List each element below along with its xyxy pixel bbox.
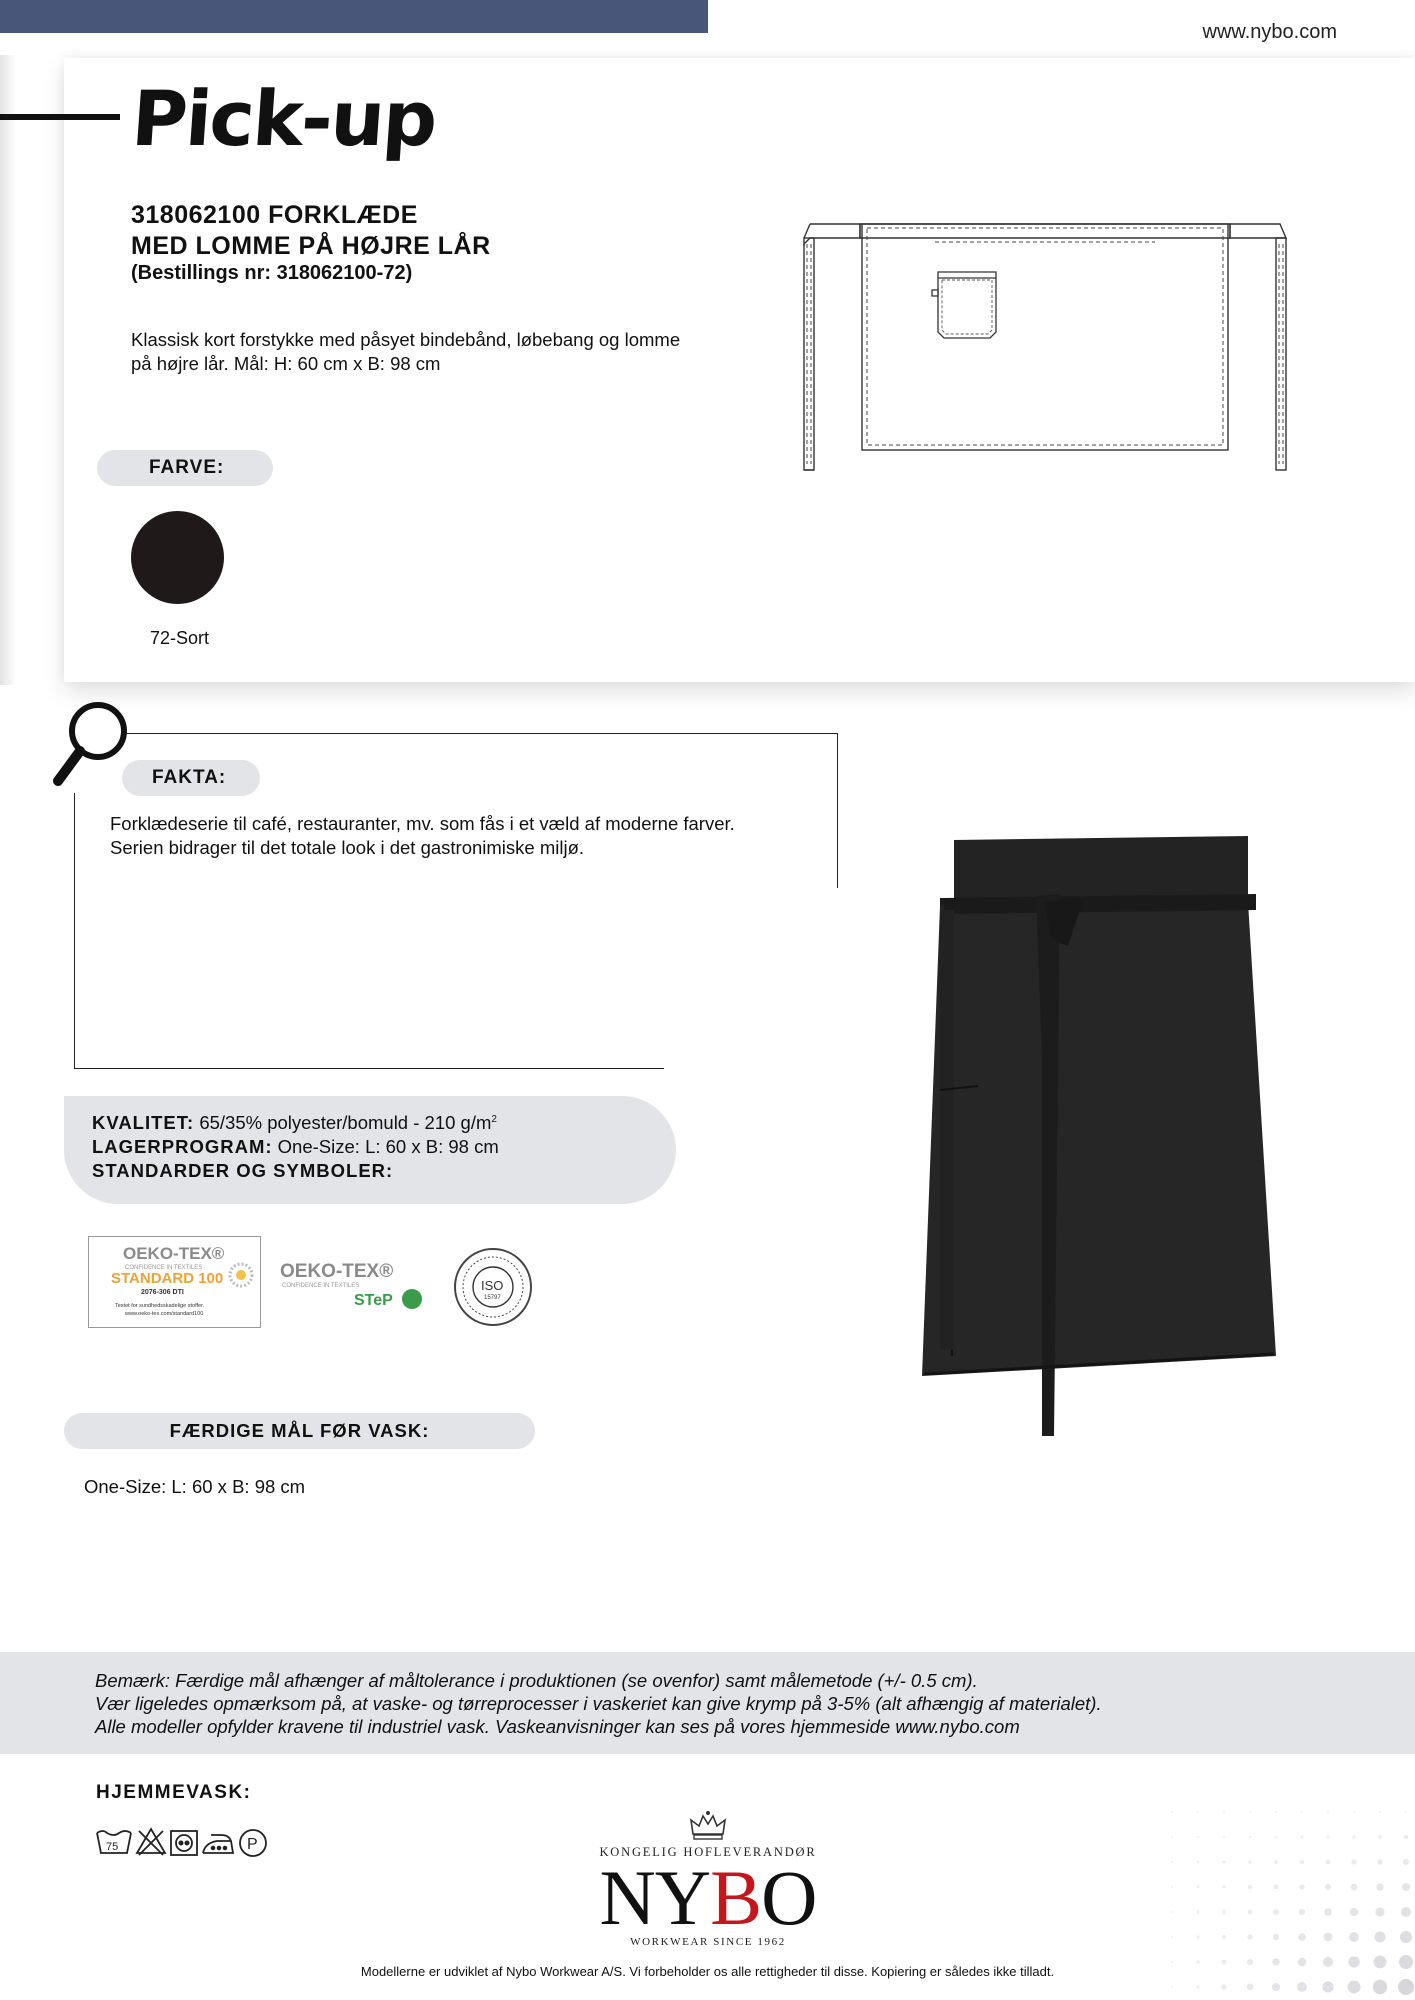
nybo-logo-o: O <box>761 1854 817 1941</box>
step-leaf-icon <box>402 1289 422 1309</box>
decorative-dot <box>1379 1811 1381 1813</box>
note-line2: Vær ligeledes opmærksom på, at vaske- og tørreprocesser i vaskeriet kan give krymp på 3-5% (alt afhængig af materialet). <box>95 1693 1102 1714</box>
decorative-dot <box>1297 1982 1307 1992</box>
facts-border-top <box>124 733 838 734</box>
oeko-tex-step-logo <box>278 1253 436 1321</box>
dry-clean-p-icon <box>240 1830 266 1856</box>
decorative-dot <box>1398 1979 1414 1995</box>
footer-copyright: Modellerne er udviklet af Nybo Workwear A/S. Vi forbeholder os alle rettigheder til disse. Kopiering er således ikke tilladt. <box>360 1964 1055 1979</box>
quality-label: KVALITET: <box>92 1112 195 1133</box>
color-swatch-black[interactable] <box>131 511 224 604</box>
decorative-dot <box>1222 1935 1226 1939</box>
facts-border-left <box>74 793 75 1069</box>
decorative-dot <box>1197 1836 1199 1838</box>
product-title-line2: MED LOMME PÅ HØJRE LÅR <box>131 232 491 260</box>
decorative-dot <box>1400 1931 1412 1943</box>
decorative-dot <box>1299 1884 1304 1889</box>
oeko-url: www.oeko-tex.com/standard100 <box>125 1311 204 1317</box>
oeko-tested: Testet for sundhedsskadelige stoffer. <box>115 1303 205 1309</box>
website-link[interactable]: www.nybo.com <box>1202 21 1337 43</box>
decorative-dot <box>1326 1835 1329 1838</box>
decorative-dot <box>1375 1932 1386 1943</box>
iron-icon <box>203 1835 233 1853</box>
step-title: OEKO-TEX® <box>280 1261 394 1282</box>
crown-icon <box>689 1810 727 1842</box>
standards-row <box>92 1160 393 1182</box>
color-heading: FARVE: <box>97 450 273 486</box>
decorative-dot <box>1402 1883 1410 1891</box>
decorative-dot <box>1248 1885 1252 1889</box>
decorative-dot <box>1248 1910 1253 1915</box>
color-swatch-label: 72-Sort <box>150 628 210 648</box>
decorative-dot <box>1298 1933 1306 1941</box>
decorative-dot <box>1275 1836 1278 1839</box>
oeko-sub: CONFIDENCE IN TEXTILES <box>125 1265 203 1271</box>
measurements-value: One-Size: L: 60 x B: 98 cm <box>84 1476 306 1497</box>
decorative-dot <box>1274 1885 1279 1890</box>
step-label: STeP <box>354 1292 393 1309</box>
decorative-dot <box>1274 1860 1278 1864</box>
svg-text:P: P <box>247 1836 258 1853</box>
decorative-dot <box>1171 1911 1173 1913</box>
decorative-dot <box>1375 1907 1384 1916</box>
decorative-dot <box>1378 1835 1382 1839</box>
decorative-dot <box>1325 1884 1331 1890</box>
decorative-dot <box>1351 1884 1358 1891</box>
care-symbols <box>95 1825 295 1859</box>
quality-value: 65/35% polyester/bomuld - 210 g/m <box>194 1112 492 1133</box>
apron-product-photo <box>918 836 1284 1440</box>
decorative-dot <box>1324 1908 1331 1915</box>
no-bleach-icon <box>137 1829 165 1855</box>
decorative-dot <box>1273 1909 1279 1915</box>
decorative-dot <box>1222 1910 1226 1914</box>
wash-75-icon <box>97 1831 131 1853</box>
nybo-logo-ny: NY <box>599 1854 711 1941</box>
decorative-dot <box>1249 1836 1252 1839</box>
iso-number: 15797 <box>484 1295 501 1301</box>
decorative-dot <box>1376 1883 1383 1890</box>
decorative-dot <box>1248 1860 1251 1863</box>
decorative-dot <box>1275 1811 1277 1813</box>
decorative-dot <box>1197 1861 1199 1863</box>
decorative-dot <box>1300 1860 1304 1864</box>
decorative-dot <box>1301 1811 1303 1813</box>
decorative-dot <box>1300 1835 1303 1838</box>
decorative-dot <box>1197 1911 1200 1914</box>
oeko-number: 2076-306 DTI <box>141 1289 184 1296</box>
decorative-dot <box>1221 1984 1226 1989</box>
decorative-dot <box>1196 1985 1200 1989</box>
decorative-dot <box>1403 1859 1409 1865</box>
stock-row <box>92 1136 499 1158</box>
quality-sup: 2 <box>491 1113 497 1125</box>
nybo-logo-b: B <box>710 1854 762 1941</box>
home-wash-heading: HJEMMEVASK: <box>96 1782 252 1803</box>
royal-purveyor-text: KONGELIG HOFLEVERANDØR <box>599 1845 817 1859</box>
iso-15797-logo <box>452 1246 534 1328</box>
decorative-dot <box>1197 1886 1200 1889</box>
decorative-dot <box>1324 1933 1333 1942</box>
note-line3: Alle modeller opfylder kravene til industriel vask. Vaskeanvisninger kan ses på vores hjemmeside www.nybo.com <box>95 1716 1020 1737</box>
product-title <box>131 200 491 262</box>
note-line1: Bemærk: Færdige mål afhænger af måltolerance i produktionen (se ovenfor) samt målemetode (+/- 0.5 cm). <box>95 1670 978 1691</box>
decorative-dot <box>1350 1908 1358 1916</box>
decorative-dot <box>1327 1811 1329 1813</box>
decorative-dot <box>1404 1835 1408 1839</box>
top-accent-bar <box>0 0 708 33</box>
iso-label: ISO <box>481 1278 504 1293</box>
decorative-dot <box>1373 1980 1387 1994</box>
stock-label: LAGERPROGRAM: <box>92 1136 273 1157</box>
facts-text <box>110 812 830 860</box>
decorative-dot <box>1377 1859 1383 1865</box>
decorative-dot <box>1222 1885 1225 1888</box>
decorative-dot <box>1223 1836 1225 1838</box>
decorative-dot <box>1401 1907 1411 1917</box>
since-text: WORKWEAR SINCE 1962 <box>630 1936 786 1948</box>
apron-technical-drawing <box>800 214 1290 472</box>
oeko-standard: STANDARD 100 <box>111 1270 224 1287</box>
product-title-line1: 318062100 FORKLÆDE <box>131 201 418 229</box>
nybo-logo <box>560 1854 856 1941</box>
wash-temp: 75 <box>106 1841 119 1853</box>
left-shadow <box>0 55 16 685</box>
decorative-dot <box>1349 1932 1359 1942</box>
decorative-dot <box>1223 1811 1225 1813</box>
decorative-dot <box>1353 1811 1355 1813</box>
decorative-dot <box>1249 1811 1251 1813</box>
decorative-dot <box>1247 1984 1254 1991</box>
standards-label: STANDARDER OG SYMBOLER: <box>92 1160 394 1181</box>
stock-value: One-Size: L: 60 x B: 98 cm <box>272 1136 499 1157</box>
decorative-dot <box>1171 1936 1173 1938</box>
decorative-dot <box>1351 1859 1356 1864</box>
decorative-dot <box>1352 1835 1356 1839</box>
description-line2: på højre lår. Mål: H: 60 cm x B: 98 cm <box>131 353 441 374</box>
product-description <box>131 328 711 376</box>
oeko-tex-standard100-logo <box>88 1236 261 1328</box>
decorative-dot <box>1247 1934 1252 1939</box>
decorative-dot <box>1273 1934 1279 1940</box>
order-number: (Bestillings nr: 318062100-72) <box>131 262 413 284</box>
facts-heading: FAKTA: <box>122 760 260 796</box>
decorative-dot <box>1196 1935 1199 1938</box>
step-sub: CONFIDENCE IN TEXTILES <box>282 1283 360 1289</box>
decorative-dot <box>1223 1861 1226 1864</box>
decorative-dot <box>1299 1909 1305 1915</box>
description-line1: Klassisk kort forstykke med påsyet bindebånd, løbebang og lomme <box>131 329 681 350</box>
decorative-dot <box>1171 1986 1173 1988</box>
decorative-dot <box>1197 1811 1199 1813</box>
oeko-title: OEKO-TEX® <box>123 1244 225 1263</box>
facts-line1: Forklædeserie til café, restauranter, mv. som fås i et væld af moderne farver. <box>110 813 735 834</box>
decorative-dot <box>1326 1860 1331 1865</box>
decorative-dot <box>1272 1983 1280 1991</box>
measurements-heading: FÆRDIGE MÅL FØR VASK: <box>64 1413 535 1449</box>
decorative-dot <box>1348 1981 1361 1994</box>
tumble-dry-icon <box>171 1831 197 1855</box>
decorative-dot <box>1322 1981 1333 1992</box>
quality-row <box>92 1112 497 1134</box>
decorative-dot <box>1171 1886 1173 1888</box>
title-rule <box>0 114 120 120</box>
facts-border-bottom <box>74 1068 664 1069</box>
facts-border-right <box>837 733 838 888</box>
facts-line2: Serien bidrager til det totale look i det gastronimiske miljø. <box>110 837 585 858</box>
decorative-dot <box>1171 1961 1173 1963</box>
decorative-dot <box>1171 1836 1173 1838</box>
flower-icon <box>230 1264 252 1286</box>
decorative-dot <box>1171 1811 1173 1813</box>
decorative-dot <box>1405 1811 1407 1813</box>
model-title: Pick-up <box>128 74 439 163</box>
decorative-dot <box>1171 1861 1173 1863</box>
